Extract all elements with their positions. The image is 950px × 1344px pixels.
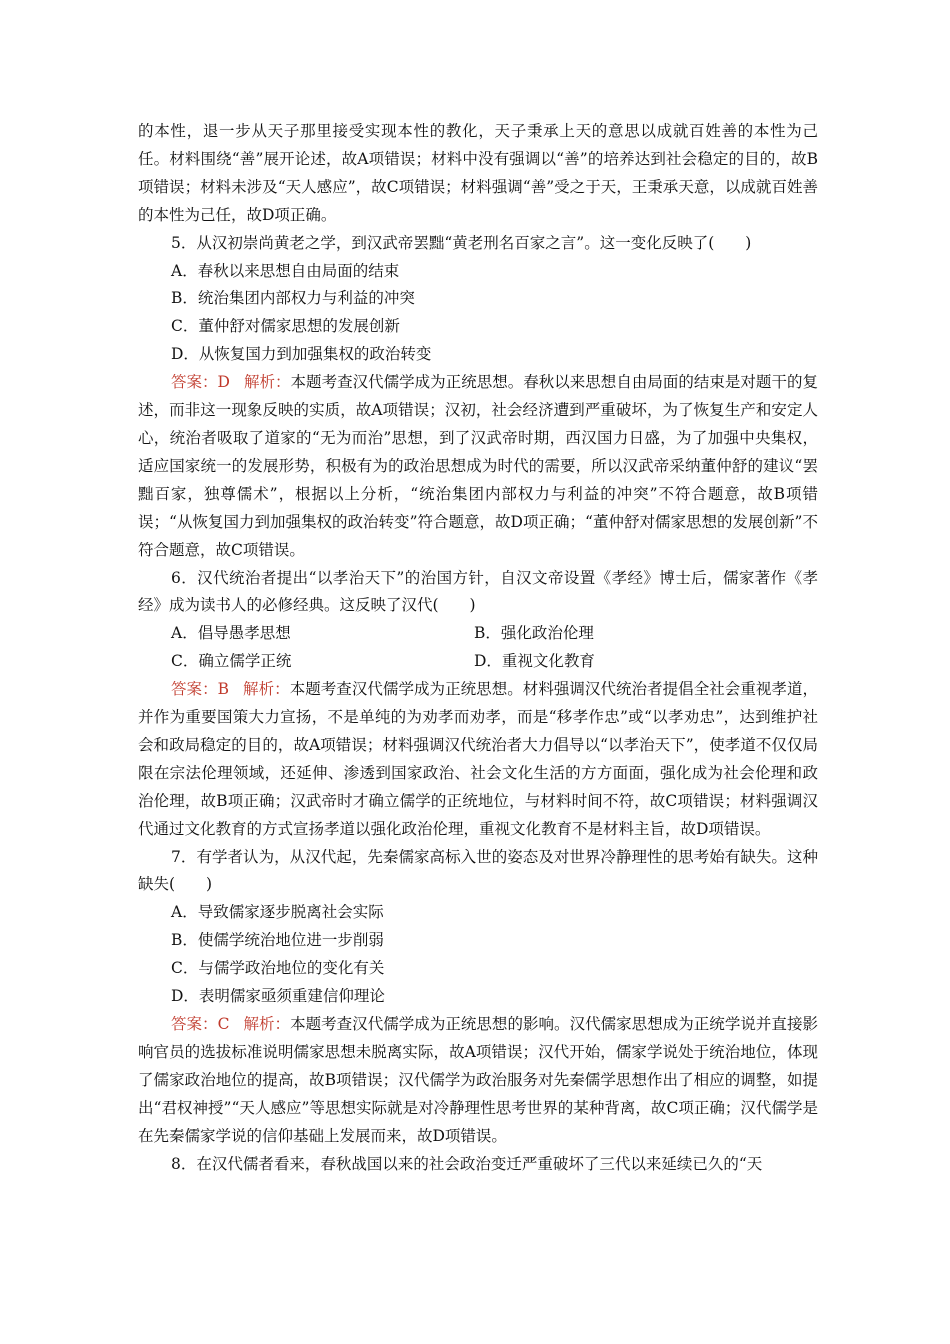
- question-6: [138, 565, 818, 844]
- intro-paragraph: 的本性，退一步从天子那里接受实现本性的教化，天子秉承上天的意思以成就百姓善的本性为己任。材料围绕“善”展开论述，故A项错误；材料中没有强调以“善”的培养达到社会稳定的目的，故B项错误；材料未涉及“天人感应”，故C项错误；材料强调“善”受之于天，王秉承天意，以成就百姓善的本性为己任，故D项正确。: [138, 122, 818, 224]
- options-row: [138, 648, 818, 676]
- question-stem: 8．在汉代儒者看来，春秋战国以来的社会政治变迁严重破坏了三代以来延续已久的“天: [171, 1154, 763, 1173]
- option-a: A．导致儒家逐步脱离社会实际: [171, 903, 384, 922]
- question-stem: 5．从汉初崇尚黄老之学，到汉武帝罢黜“黄老刑名百家之言”。这一变化反映了( ): [171, 233, 752, 252]
- option-c: C．董仲舒对儒家思想的发展创新: [171, 317, 400, 336]
- answer-label: 答案：: [171, 680, 218, 699]
- answer-label: 答案：: [171, 373, 218, 392]
- answer-analysis: [138, 1011, 818, 1151]
- answer-value: B: [217, 680, 230, 699]
- analysis-label: 解析：: [243, 1015, 291, 1033]
- analysis-text: 本题考查汉代儒学成为正统思想。春秋以来思想自由局面的结束是对题干的复述，而非这一现象反映的实质，故A项错误；汉初，社会经济遭到严重破坏，为了恢复生产和安定人心，统治者吸取了道家的“无为而治”思想，到了汉武帝时期，西汉国力日盛，为了加强中央集权，适应国家统一的发展形势，积极有为的政治思想成为时代的需要，所以汉武帝采纳董仲舒的建议“罢黜百家，独尊儒术”，根据以上分析，“统治集团内部权力与利益的冲突”不符合题意，故B项错误；“从恢复国力到加强集权的政治转变”符合题意，故D项正确；“董仲舒对儒家思想的发展创新”不符合题意，故C项错误。: [138, 373, 818, 559]
- answer-analysis: [138, 676, 818, 843]
- answer-value: D: [217, 373, 230, 392]
- options-row: [138, 620, 818, 648]
- option-d: D．从恢复国力到加强集权的政治转变: [171, 345, 432, 364]
- option-c: C．与儒学政治地位的变化有关: [171, 959, 385, 978]
- question-stem: 7．有学者认为，从汉代起，先秦儒家高标入世的姿态及对世界冷静理性的思考始有缺失。这种缺失( ): [138, 847, 818, 894]
- answer-label: 答案：: [171, 1015, 218, 1033]
- option-b: B．统治集团内部权力与利益的冲突: [171, 289, 415, 308]
- option-d: D．重视文化教育: [474, 652, 595, 671]
- analysis-label: 解析：: [243, 680, 290, 699]
- analysis-text: 本题考查汉代儒学成为正统思想的影响。汉代儒家思想成为正统学说并直接影响官员的选拔标准说明儒家思想未脱离实际，故A项错误；汉代开始，儒家学说处于统治地位，体现了儒家政治地位的提高，故B项错误；汉代儒学为政治服务对先秦儒学思想作出了相应的调整，如提出“君权神授”“天人感应”等思想实际就是对冷静理性思考世界的某种背离，故C项正确；汉代儒学是在先秦儒家学说的信仰基础上发展而来，故D项错误。: [138, 1015, 818, 1145]
- answer-analysis: [138, 369, 818, 564]
- analysis-text: 本题考查汉代儒学成为正统思想。材料强调汉代统治者提倡全社会重视孝道，并作为重要国策大力宣扬，不是单纯的为劝孝而劝孝，而是“移孝作忠”或“以孝劝忠”，达到维护社会和政局稳定的目的，故A项错误；材料强调汉代统治者大力倡导以“以孝治天下”，使孝道不仅仅局限在宗法伦理领域，还延伸、渗透到国家政治、社会文化生活的方方面面，强化成为社会伦理和政治伦理，故B项正确；汉武帝时才确立儒学的正统地位，与材料时间不符，故C项错误；材料强调汉代通过文化教育的方式宣扬孝道以强化政治伦理，重视文化教育不是材料主旨，故D项错误。: [138, 680, 818, 838]
- question-8: [138, 1151, 818, 1179]
- answer-value: C: [217, 1015, 230, 1033]
- question-7: [138, 844, 818, 1151]
- option-b: B．使儒学统治地位进一步削弱: [171, 931, 384, 950]
- analysis-label: 解析：: [243, 373, 291, 392]
- option-a: A．倡导愚孝思想: [171, 624, 291, 643]
- page-content: [138, 118, 818, 1178]
- option-d: D．表明儒家亟须重建信仰理论: [171, 987, 385, 1006]
- option-a: A．春秋以来思想自由局面的结束: [171, 261, 400, 280]
- question-stem: 6．汉代统治者提出“以孝治天下”的治国方针，自汉文帝设置《孝经》博士后，儒家著作《孝经》成为读书人的必修经典。这反映了汉代( ): [138, 568, 818, 615]
- option-b: B．强化政治伦理: [474, 624, 594, 643]
- option-c: C．确立儒学正统: [171, 652, 292, 671]
- question-5: [138, 230, 818, 565]
